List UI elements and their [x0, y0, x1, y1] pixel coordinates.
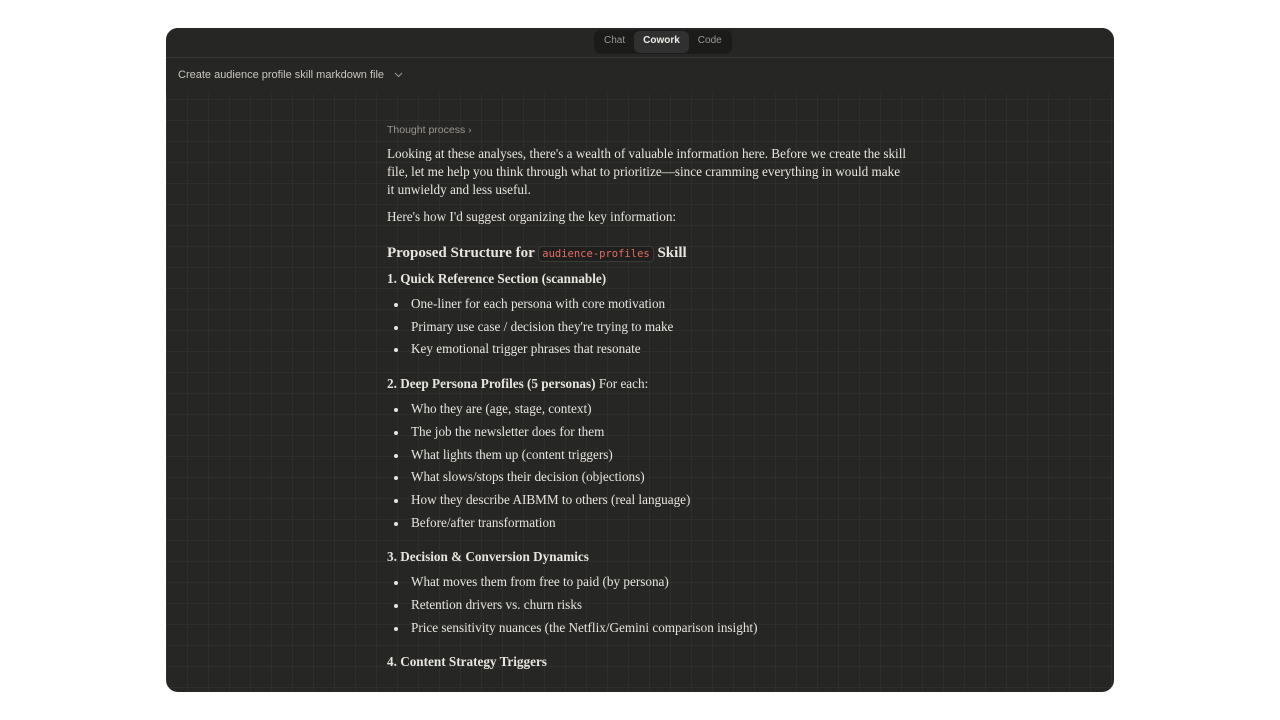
- inline-code: audience-profiles: [538, 246, 653, 262]
- conversation-title: Create audience profile skill markdown file: [178, 69, 385, 81]
- list-item: What lights them up (content triggers): [411, 444, 907, 467]
- intro-paragraph: Looking at these analyses, there's a wealth of valuable information here. Before we create the skill file, let me help you think through what to prioritize—since cramming everything in would make it unwieldy and less useful.: [387, 146, 907, 197]
- subsection-title: 3. Decision & Conversion Dynamics: [387, 549, 589, 565]
- subsection-heading: [387, 653, 907, 671]
- app-window: [166, 28, 1114, 692]
- list-item: Before/after transformation: [411, 512, 907, 535]
- subsection-title: 4. Content Strategy Triggers: [387, 654, 547, 670]
- heading-text-end: Skill: [657, 245, 687, 261]
- intro-paragraph-2: Here's how I'd suggest organizing the key information:: [387, 209, 677, 224]
- list-item: Who they are (age, stage, context): [411, 398, 907, 421]
- tab-code[interactable]: Code: [697, 35, 722, 46]
- list-item: Key emotional trigger phrases that resonate: [411, 338, 907, 361]
- assistant-message: [387, 124, 907, 676]
- conversation-header: [166, 58, 1114, 94]
- list-item: What moves them from free to paid (by persona): [411, 571, 907, 594]
- subsection-title: 2. Deep Persona Profiles (5 personas): [387, 376, 596, 392]
- list-item: Price sensitivity nuances (the Netflix/Gemini comparison insight): [411, 617, 907, 640]
- bullet-list: [387, 293, 907, 361]
- list-item: Primary use case / decision they're trying to make: [411, 316, 907, 339]
- list-item: One-liner for each persona with core motivation: [411, 293, 907, 316]
- chevron-down-icon: [394, 72, 403, 78]
- subsection-suffix: For each:: [595, 376, 649, 392]
- chevron-right-icon: ›: [468, 124, 472, 136]
- list-item: The job the newsletter does for them: [411, 421, 907, 444]
- list-item: How they describe AIBMM to others (real language): [411, 489, 907, 512]
- thought-process-toggle[interactable]: [387, 124, 907, 136]
- bullet-list: [387, 398, 907, 534]
- tab-cowork[interactable]: Cowork: [634, 31, 689, 53]
- mode-switcher: [594, 30, 732, 54]
- heading-text: Proposed Structure for: [387, 245, 535, 261]
- sections: [387, 270, 907, 671]
- bullet-list: [387, 571, 907, 639]
- list-item: What slows/stops their decision (objections): [411, 466, 907, 489]
- conversation-title-menu[interactable]: [178, 69, 403, 81]
- subsection-heading: [387, 270, 907, 288]
- top-bar: [166, 28, 1114, 58]
- thought-process-label: Thought process: [387, 124, 466, 136]
- subsection-heading: [387, 548, 907, 566]
- tab-chat[interactable]: Chat: [604, 35, 626, 46]
- list-item: Retention drivers vs. churn risks: [411, 594, 907, 617]
- subsection-title: 1. Quick Reference Section (scannable): [387, 271, 607, 286]
- section-heading: [387, 245, 907, 262]
- subsection-heading: [387, 375, 907, 393]
